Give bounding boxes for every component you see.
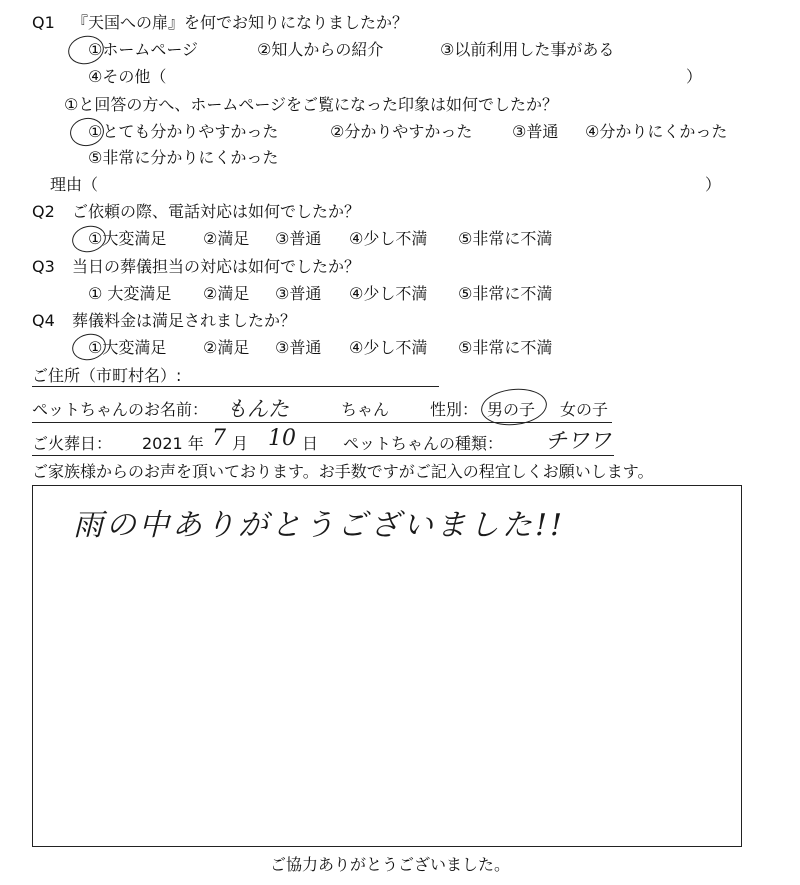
q2-label: Q2 bbox=[32, 202, 55, 221]
q2-question: ご依頼の際、電話対応は如何でしたか？ bbox=[72, 202, 361, 221]
q4-option-normal: ③普通 bbox=[275, 338, 322, 357]
q1-sub-option-normal: ③普通 bbox=[512, 122, 559, 141]
address-label: ご住所（市町村名）: bbox=[32, 366, 182, 385]
q1-sub-option-unclear: ④分かりにくかった bbox=[585, 122, 728, 141]
q4-option-satisfied: ②満足 bbox=[203, 338, 250, 357]
q3-option-very-satisfied: ① 大変満足 bbox=[88, 284, 172, 303]
comment-box bbox=[32, 485, 742, 847]
pet-breed-value: チワワ bbox=[545, 429, 612, 454]
pet-name-label: ペットちゃんのお名前： bbox=[32, 400, 209, 419]
q1-option-referral: ②知人からの紹介 bbox=[257, 40, 384, 59]
pet-breed-label: ペットちゃんの種類： bbox=[343, 434, 504, 453]
q1-option-other-close: ） bbox=[686, 67, 703, 86]
sex-option-female: 女の子 bbox=[560, 400, 609, 419]
q3-option-normal: ③普通 bbox=[275, 284, 322, 303]
cremation-month-value: 7 bbox=[212, 426, 226, 451]
q4-selection-circle bbox=[70, 331, 109, 364]
q1-option-homepage: ①ホームページ bbox=[88, 40, 199, 59]
cremation-date-label: ご火葬日： bbox=[32, 434, 113, 453]
q4-question: 葬儀料金は満足されましたか？ bbox=[72, 311, 297, 330]
q2-option-dissatisfied: ④少し不満 bbox=[349, 229, 428, 248]
q1-sub-selection-circle bbox=[68, 115, 106, 148]
q3-question: 当日の葬儀担当の対応は如何でしたか？ bbox=[72, 257, 361, 276]
sex-option-male: 男の子 bbox=[487, 400, 536, 419]
address-underline bbox=[32, 386, 439, 387]
q4-option-very-satisfied: ①大変満足 bbox=[88, 338, 167, 357]
comment-text: 雨の中ありがとうございました!! bbox=[73, 508, 566, 543]
cremation-day-unit: 日 bbox=[302, 434, 319, 453]
q3-label: Q3 bbox=[32, 257, 55, 276]
q1-sub-option-very-unclear: ⑤非常に分かりにくかった bbox=[88, 148, 279, 167]
q1-selection-circle bbox=[65, 33, 106, 68]
q2-option-satisfied: ②満足 bbox=[203, 229, 250, 248]
q2-option-normal: ③普通 bbox=[275, 229, 322, 248]
cremation-day-value: 10 bbox=[268, 426, 296, 451]
q2-option-very-satisfied: ①大変満足 bbox=[88, 229, 167, 248]
q2-option-very-dissatisfied: ⑤非常に不満 bbox=[458, 229, 553, 248]
cremation-year: 2021 年 bbox=[142, 434, 204, 453]
thanks-text: ご協力ありがとうございました。 bbox=[270, 855, 511, 874]
q1-label: Q1 bbox=[32, 13, 55, 32]
q3-option-very-dissatisfied: ⑤非常に不満 bbox=[458, 284, 553, 303]
sex-label: 性別： bbox=[430, 400, 479, 419]
q1-option-previous-use: ③以前利用した事がある bbox=[440, 40, 615, 59]
pet-name-suffix: ちゃん bbox=[341, 400, 390, 419]
q3-option-satisfied: ②満足 bbox=[203, 284, 250, 303]
q1-question: 『天国への扉』を何でお知りになりましたか？ bbox=[72, 13, 409, 32]
q1-sub-option-clear: ②分かりやすかった bbox=[330, 122, 473, 141]
q1-sub-question: ①と回答の方へ、ホームページをご覧になった印象は如何でしたか？ bbox=[64, 95, 559, 114]
q4-option-very-dissatisfied: ⑤非常に不満 bbox=[458, 338, 553, 357]
q4-label: Q4 bbox=[32, 311, 55, 330]
q1-option-other: ④その他（ bbox=[88, 67, 167, 86]
reason-label: 理由（ bbox=[50, 175, 99, 194]
reason-close: ） bbox=[705, 175, 722, 194]
q2-selection-circle bbox=[70, 223, 109, 256]
q4-option-dissatisfied: ④少し不満 bbox=[349, 338, 428, 357]
cremation-month-unit: 月 bbox=[232, 434, 249, 453]
q1-sub-option-very-clear: ①とても分かりやすかった bbox=[88, 122, 279, 141]
cremation-date-underline bbox=[32, 455, 614, 456]
q3-option-dissatisfied: ④少し不満 bbox=[349, 284, 428, 303]
pet-name-value: もんた bbox=[226, 397, 289, 421]
comment-prompt: ご家族様からのお声を頂いております。お手数ですがご記入の程宜しくお願いします。 bbox=[32, 462, 654, 481]
